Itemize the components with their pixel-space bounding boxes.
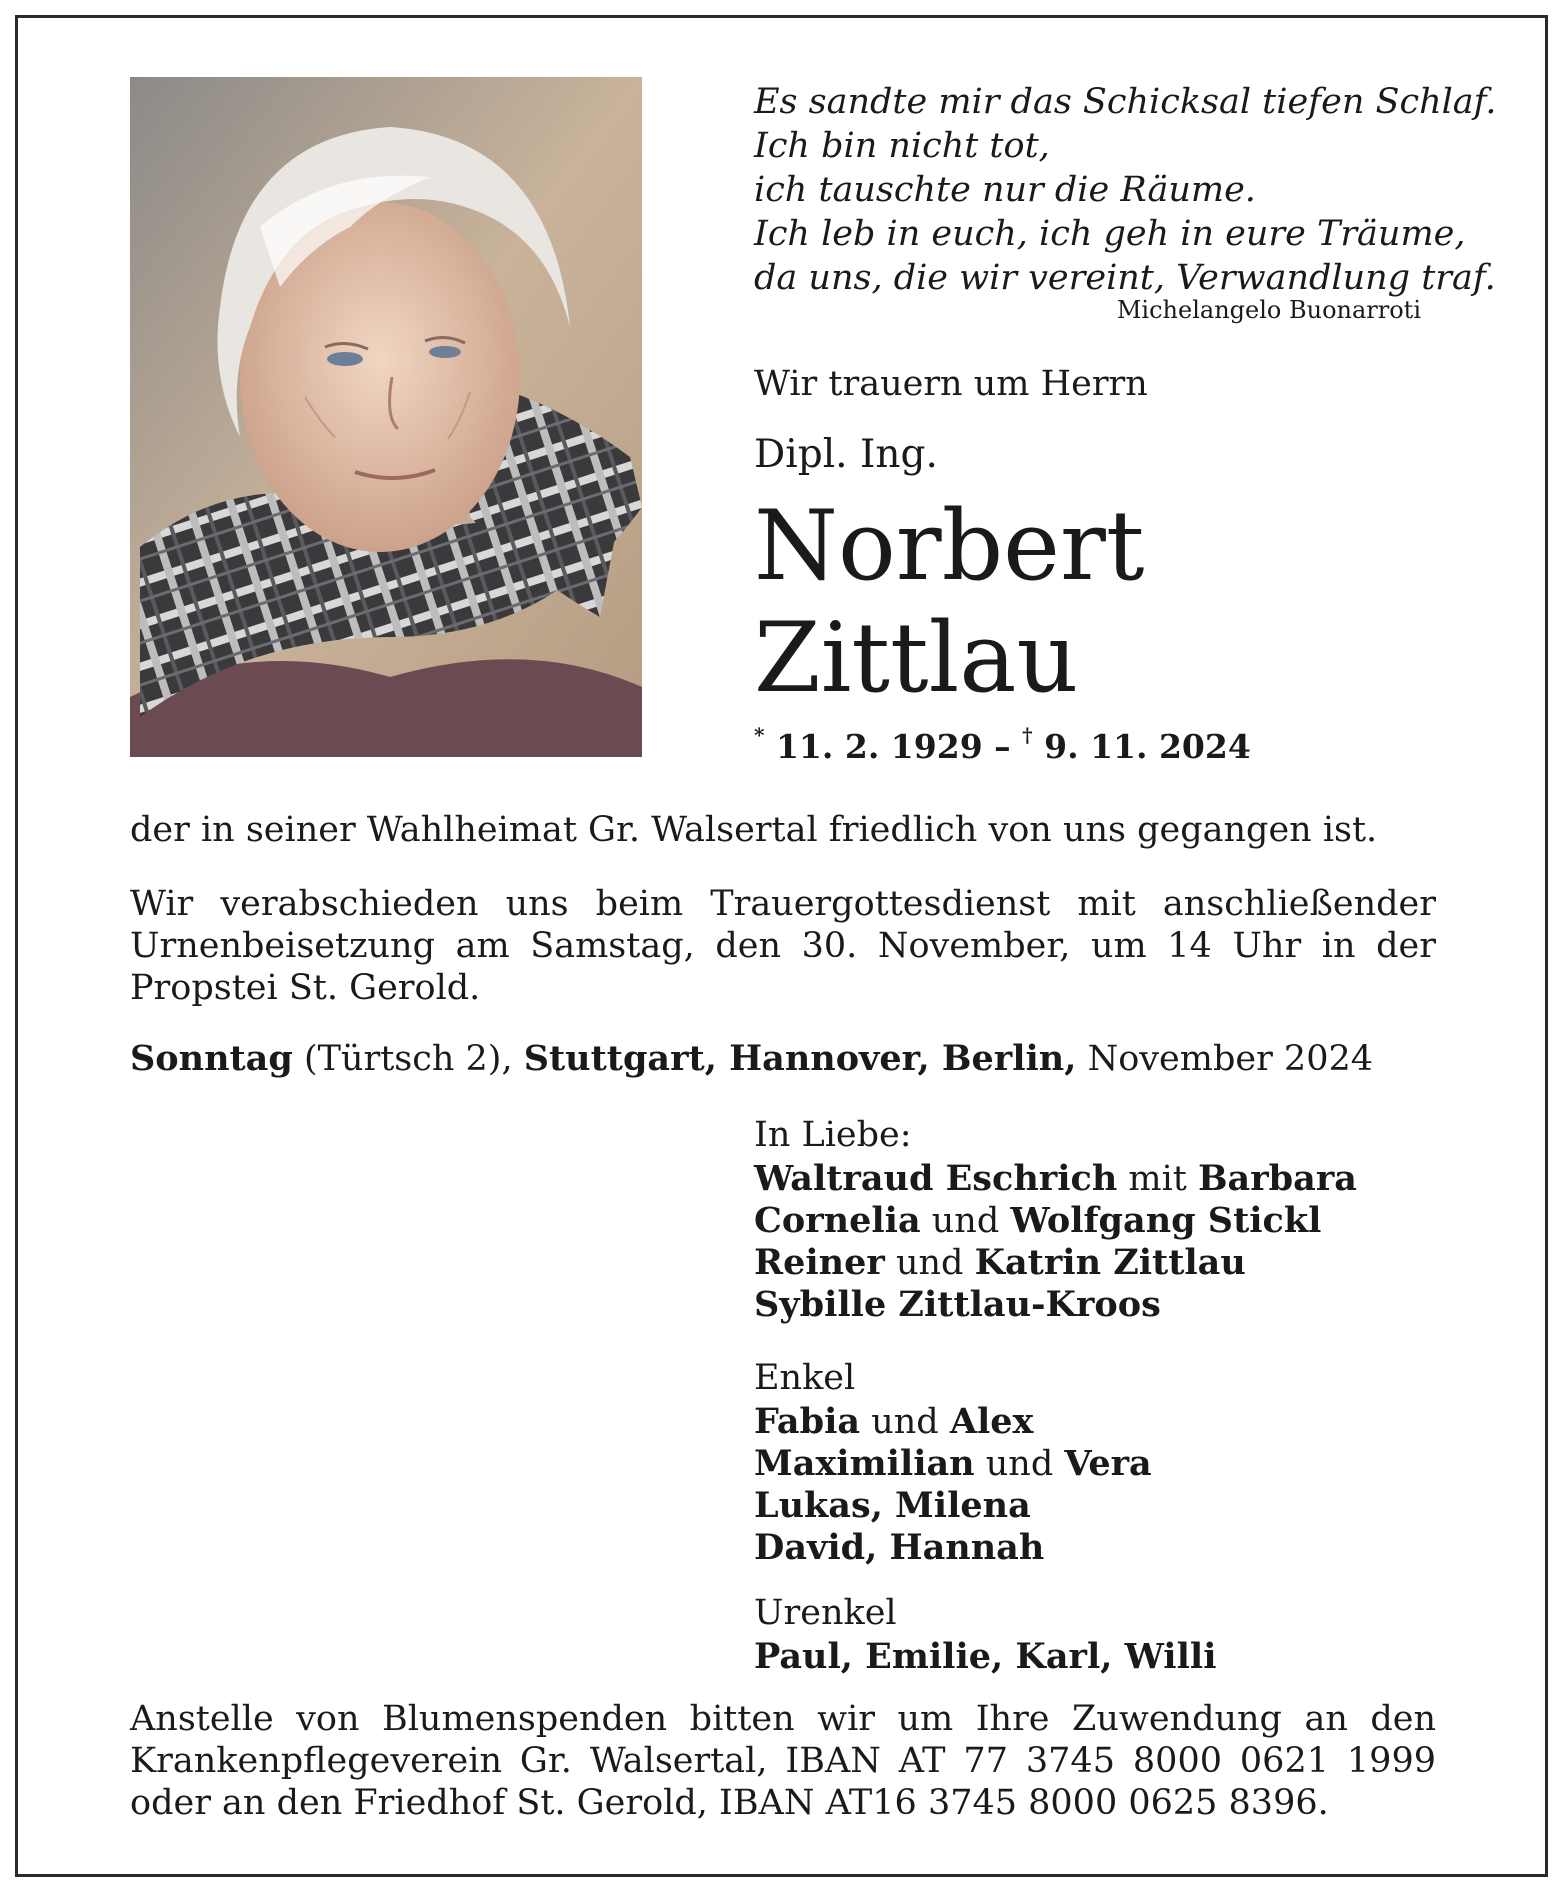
- place-detail: (Türtsch 2),: [292, 1039, 524, 1079]
- places-cities: Stuttgart, Hannover, Berlin,: [523, 1038, 1077, 1079]
- academic-title: Dipl. Ing.: [754, 432, 938, 477]
- last-name: Zittlau: [754, 602, 1079, 714]
- family-name: Reiner: [754, 1242, 885, 1283]
- passing-text: der in seiner Wahlheimat Gr. Walsertal friedlich von uns gegangen ist.: [130, 810, 1378, 850]
- place-date: November 2024: [1076, 1039, 1373, 1079]
- family-line: [754, 1158, 1357, 1200]
- family-conj: und: [920, 1201, 1011, 1241]
- family-line: [754, 1485, 1152, 1527]
- death-date: 9. 11. 2024: [1044, 727, 1251, 766]
- family-line: [754, 1200, 1357, 1242]
- family-name: Maximilian: [754, 1443, 975, 1484]
- first-name: Norbert: [754, 490, 1145, 602]
- poem-line: Ich bin nicht tot,: [754, 126, 1050, 166]
- funeral-text: Wir verabschieden uns beim Trauergottesdienst mit anschließender Urnenbeisetzung am Samstag, den 30. November, um 14 Uhr in der Propstei St. Gerold.: [130, 884, 1436, 1008]
- poem-author: Michelangelo Buonarroti: [1116, 296, 1421, 324]
- family-line: [754, 1401, 1152, 1443]
- death-symbol: †: [1022, 723, 1033, 747]
- family-line: [754, 1284, 1357, 1326]
- deceased-name: [754, 490, 1144, 714]
- family-conj: und: [860, 1402, 950, 1442]
- poem-line: da uns, die wir vereint, Verwandlung traf.: [754, 258, 1496, 298]
- family-name: David, Hannah: [754, 1527, 1045, 1568]
- portrait-photo: [130, 77, 642, 757]
- places-line: [130, 1038, 1436, 1080]
- great-grandchildren-heading: Urenkel: [754, 1593, 897, 1633]
- birth-date: 11. 2. 1929: [775, 727, 983, 766]
- date-separator: –: [994, 727, 1011, 766]
- family-name: Katrin Zittlau: [974, 1242, 1246, 1283]
- family-great-grandchildren: [754, 1592, 1217, 1678]
- family-name: Fabia: [754, 1401, 861, 1442]
- family-conj: und: [884, 1243, 975, 1283]
- poem-line: ich tauschte nur die Räume.: [754, 170, 1256, 210]
- life-dates: [754, 723, 1251, 766]
- donation-text: Anstelle von Blumenspenden bitten wir um Ihre Zuwendung an den Krankenpflegeverein Gr. Walsertal, IBAN AT 77 3745 8000 0621 1999 oder an den Friedhof St. Gerold, IBAN AT16 3745 8000 0625 8396.: [130, 1699, 1436, 1823]
- family-conj: mit: [1117, 1159, 1198, 1199]
- poem: [754, 80, 1497, 300]
- family-conj: und: [974, 1444, 1065, 1484]
- family-name: Wolfgang Stickl: [1010, 1200, 1322, 1241]
- family-children: [754, 1114, 1357, 1326]
- place-primary: Sonntag: [130, 1038, 293, 1079]
- family-name: Cornelia: [754, 1200, 921, 1241]
- family-line: [754, 1527, 1152, 1569]
- birth-symbol: *: [754, 723, 765, 747]
- family-name: Waltraud Eschrich: [754, 1158, 1118, 1199]
- family-name: Sybille Zittlau-Kroos: [754, 1284, 1161, 1325]
- family-line: [754, 1636, 1217, 1678]
- grandchildren-heading: Enkel: [754, 1358, 856, 1398]
- family-name: Paul, Emilie, Karl, Willi: [754, 1636, 1217, 1677]
- family-name: Alex: [949, 1401, 1034, 1442]
- mourning-line: Wir trauern um Herrn: [754, 364, 1148, 404]
- family-name: Barbara: [1197, 1158, 1357, 1199]
- family-line: [754, 1443, 1152, 1485]
- family-line: [754, 1242, 1357, 1284]
- love-heading: In Liebe:: [754, 1115, 912, 1155]
- family-grandchildren: [754, 1357, 1152, 1569]
- family-name: Vera: [1064, 1443, 1152, 1484]
- poem-line: Ich leb in euch, ich geh in eure Träume,: [754, 214, 1466, 254]
- poem-line: Es sandte mir das Schicksal tiefen Schlaf.: [754, 82, 1497, 122]
- family-name: Lukas, Milena: [754, 1485, 1031, 1526]
